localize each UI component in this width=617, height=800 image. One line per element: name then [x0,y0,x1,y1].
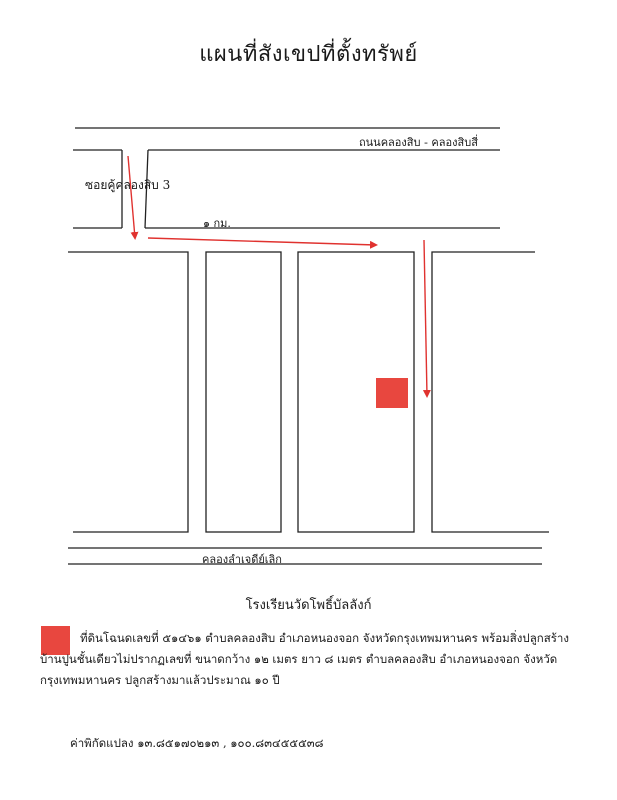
description-line-3: กรุงเทพมหานคร ปลูกสร้างมาแล้วประมาณ ๑๐ ปี [40,673,280,687]
soi-label: ซอยคู้คลองสิบ 3 [85,178,171,192]
block-4 [432,252,549,532]
coordinates-text: ค่าพิกัดแปลง ๑๓.๘๕๑๗๐๒๑๓ , ๑๐๐.๘๓๔๕๕๕๓๘ [70,736,324,750]
property-marker [376,378,408,408]
school-label: โรงเรียนวัดโพธิ์บัลลังก์ [245,598,372,613]
block-2 [206,252,281,532]
route-arrow-down-soi [128,156,135,238]
distance-label: ๑ กม. [203,217,231,230]
page-title: แผนที่สังเขปที่ตั้งทรัพย์ [199,42,418,67]
description-line-1: ที่ดินโฉนดเลขที่ ๕๑๔๖๑ ตำบลคลองสิบ อำเภอหนองจอก จังหวัดกรุงเทพมหานคร พร้อมสิ่งปลูกสร้าง [80,631,569,645]
main-road-label: ถนนคลองสิบ - คลองสิบสี่ [359,136,478,149]
description-line-2: บ้านปูนชั้นเดียวไม่ปรากฏเลขที่ ขนาดกว้าง ๑๒ เมตร ยาว ๘ เมตร ตำบลคลองสิบ อำเภอหนองจอก จังหวัด [40,652,558,666]
property-description [40,628,600,691]
route-arrow-down-property [424,240,427,396]
canal-label: คลองลำเจดีย์เลิก [202,553,282,566]
block-1 [68,252,188,532]
route-arrow-east [148,238,376,245]
